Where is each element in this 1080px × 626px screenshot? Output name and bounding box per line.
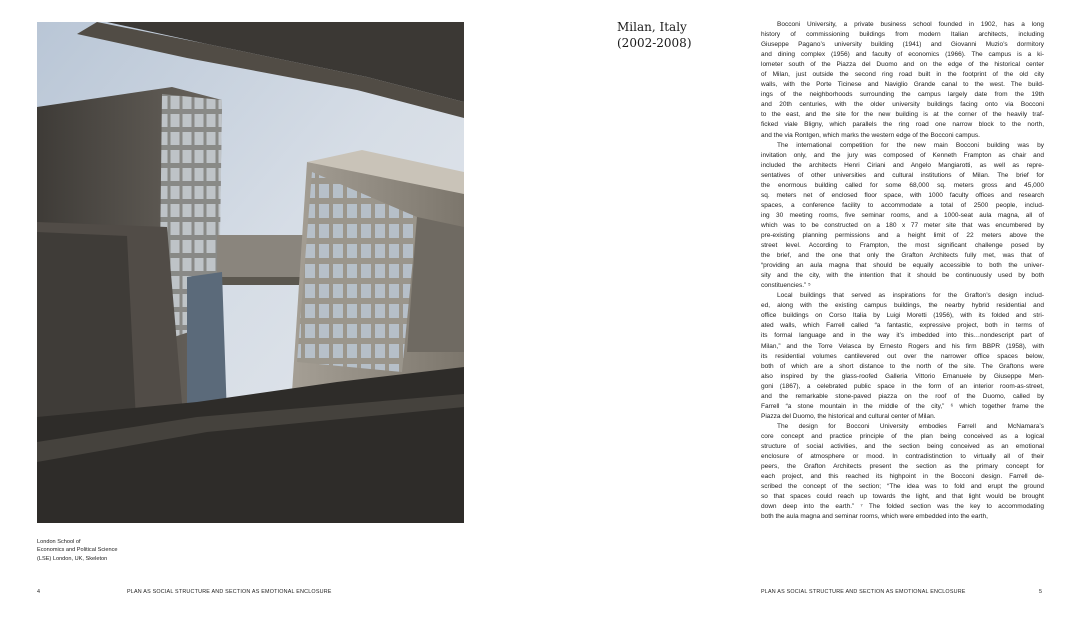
body-text-line: Piazza del Duomo, the historical and cultural center of Milan. (761, 412, 936, 420)
left-running-head: PLAN AS SOCIAL STRUCTURE AND SECTION AS EMOTIONAL ENCLOSURE (127, 589, 332, 595)
body-text-line: sity and the city, with the intention that it should be continuously used by both (761, 272, 1044, 280)
body-text-line: pre-existing planning permissions and a height limit of 22 meters above the (761, 231, 1044, 239)
body-text-line: constituencies.” ⁵ (761, 282, 811, 290)
body-text-line: and the via Rontgen, which marks the western edge of the Bocconi campus. (761, 131, 980, 139)
body-text-line: enclosure of atmosphere or mood. In contradistinction to virtually all of their (761, 453, 1044, 461)
body-text-line: street level. According to Frampton, the most significant challenge posed by (761, 242, 1044, 250)
body-text-line: spaces, a conference facility to accommodate a total of 2500 people, includ- (761, 201, 1044, 209)
body-text-line: its formal language and in the way it’s imbedded into this…nondescript part of (761, 332, 1044, 340)
body-text (761, 20, 1044, 522)
body-text-line: The international competition for the new main Bocconi building was by (777, 141, 1044, 149)
body-text-line: peers, the Grafton Architects present the section as the primary concept for (761, 463, 1044, 471)
caption-line: London School of (37, 539, 81, 545)
right-page-number: 5 (1039, 589, 1043, 595)
body-text-line: Local buildings that served as inspirations for the Grafton’s design includ- (777, 292, 1044, 300)
body-text-line: goni (1867), a celebrated public space in the form of an interior room-as-street, (761, 382, 1044, 390)
body-text-line: and dining complex (1956) and faculty of economics (1966). The campus is a ki- (761, 51, 1044, 59)
body-text-line: the brief, and the one that only the Grafton Architects fully met, was that of (761, 252, 1044, 260)
body-text-line: which was to be constructed on a 180 x 77 meter site that was encumbered by (761, 221, 1044, 229)
body-text-line: scribed the concept of the section; “The idea was to fold and erupt the ground (761, 483, 1044, 491)
body-text-line: invitation only, and the jury was composed of Kenneth Frampton as chair and (761, 151, 1044, 159)
body-text-line: history of commissioning buildings from modern Italian architects, including (761, 31, 1044, 39)
body-text-line: sentatives of other universities and cultural institutions of Milan. The brief for (761, 171, 1044, 179)
photo-illustration (37, 22, 464, 523)
body-text-line: core concept and practice principle of the plan being conceived as a logical (761, 432, 1044, 440)
right-running-head: PLAN AS SOCIAL STRUCTURE AND SECTION AS EMOTIONAL ENCLOSURE (761, 589, 966, 595)
body-text-line: the enormous building called for some 68,000 sq. meters gross and 45,000 (761, 181, 1044, 189)
body-text-line: both the aula magna and seminar rooms, which were embedded into the earth, (761, 513, 988, 521)
caption-line: (LSE) London, UK, Skeleton (37, 555, 108, 562)
left-page-number: 4 (37, 589, 41, 595)
body-text-line: Farrell “a stone mountain in the middle of the city,” ⁶ which together frame the (761, 402, 1044, 410)
body-text-line: sq. meters net of enclosed floor space, with 1000 faculty offices and research (761, 191, 1044, 199)
body-text-line: to the east, and the site for the new building is at the corner of the heavily traf- (761, 111, 1044, 119)
architecture-photograph (37, 22, 464, 523)
body-text-line: Giuseppe Pagano’s university building (1941) and Giovanni Muzio’s dormitory (761, 41, 1044, 49)
body-text-line: ing 30 meeting rooms, five seminar rooms, and a 1000-seat aula magna, all of (761, 211, 1044, 219)
body-text-line: Bocconi University, a private business school founded in 1902, has a long (777, 21, 1044, 28)
body-text-line: ed, along with the existing campus buildings, the nearby hybrid residential and (761, 302, 1044, 310)
body-text-line: office buildings on Corso Italia by Luigi Moretti (1956), with its folded and stri- (761, 312, 1044, 320)
body-text-line: also inspired by the glass-roofed Galleria Vittorio Emanuele by Giuseppe Men- (761, 372, 1044, 380)
body-text-line: of Milan, just outside the second ring road built in the footprint of the old city (761, 71, 1044, 79)
body-text-line: down deep into the earth.” ⁷ The folded section was the key to accommodating (761, 503, 1044, 511)
body-text-line: ated walls, which Farrell called “a fantastic, expressive project, both in terms of (761, 322, 1044, 330)
body-text-line: The design for Bocconi University embodies Farrell and McNamara’s (777, 422, 1044, 430)
chapter-heading (617, 19, 692, 51)
body-text-line: “providing an aula magna that should be equally accessible to both the univer- (761, 262, 1044, 270)
heading-place: Milan, Italy (617, 20, 687, 34)
body-text-line: its residential volumes cantilevered out over the narrower office spaces below, (761, 352, 1044, 360)
body-text-line: Milan,” and the Torre Velasca by Ernesto Rogers and his firm BBPR (1958), with (761, 342, 1044, 350)
body-text-line: structure of social activities, and the section being conceived as an emotional (761, 442, 1044, 450)
body-text-line: walls, with the Porte Ticinese and Naviglio Grande canal to the west. The build- (761, 81, 1044, 89)
body-text-line: included the architects Henri Ciriani and Angelo Mangiarotti, as well as repre- (761, 161, 1044, 169)
body-text-line: lometer south of the Piazza del Duomo and on the edge of the historical center (761, 61, 1044, 69)
body-text-line: ficked viale Bligny, which parallels the ring road one narrow block to the north, (761, 121, 1044, 129)
caption-line: Economics and Political Science (37, 547, 118, 554)
body-text-line: and the remarkable stone-paved piazza on the roof of the Duomo, called by (761, 392, 1044, 400)
photo-caption (37, 538, 177, 563)
body-text-line: each project, and this reached its highpoint in the Bocconi design. Farrell de- (761, 473, 1044, 481)
heading-dates: (2002-2008) (617, 36, 692, 50)
body-text-line: both of which are a short distance to the north of the site. The Graftons were (761, 362, 1044, 370)
body-text-line: so that spaces could reach up towards the light, and that light would be brought (761, 493, 1044, 501)
body-text-line: and 20th centuries, with the older university buildings facing onto via Bocconi (761, 101, 1044, 109)
body-text-line: ings of the neighborhoods surrounding the campus largely date from the 19th (761, 91, 1044, 99)
